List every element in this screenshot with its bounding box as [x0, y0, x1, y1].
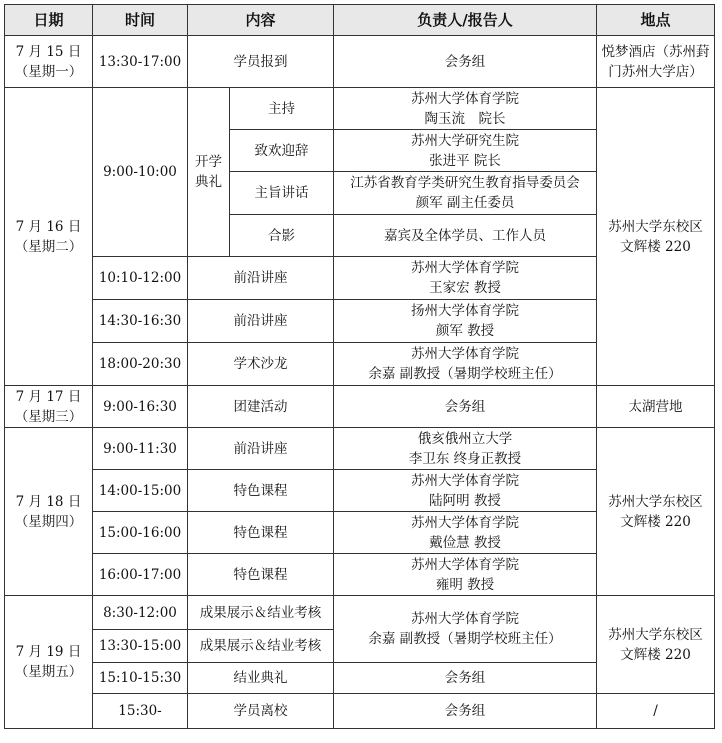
- date-cell: [5, 386, 93, 428]
- date-cell: [5, 428, 93, 596]
- weekday-label: （星期一）: [14, 63, 83, 80]
- location-cell: /: [597, 694, 715, 729]
- time-cell: 9:00-10:00: [93, 88, 188, 257]
- weekday-label: （星期五）: [14, 664, 83, 680]
- content-cell: 特色课程: [188, 470, 334, 512]
- time-cell: 13:30-15:00: [93, 630, 188, 663]
- person-cell: 扬州大学体育学院 颜军 教授: [334, 300, 597, 343]
- table-row: [5, 386, 715, 428]
- table-row: [5, 596, 715, 630]
- opening-item: 致欢迎辞: [230, 130, 334, 172]
- time-cell: 10:10-12:00: [93, 257, 188, 300]
- time-cell: 15:10-15:30: [93, 663, 188, 694]
- person-cell: 苏州大学体育学院 王家宏 教授: [334, 257, 597, 300]
- opening-item: 主持: [230, 88, 334, 130]
- content-cell: 成果展示＆结业考核: [188, 596, 334, 630]
- person-cell: 苏州大学体育学院 戴俭慧 教授: [334, 512, 597, 554]
- table-row: [5, 428, 715, 470]
- person-cell: 嘉宾及全体学员、工作人员: [334, 215, 597, 257]
- content-cell: 前沿讲座: [188, 428, 334, 470]
- person-cell: 俄亥俄州立大学 李卫东 终身正教授: [334, 428, 597, 470]
- date-cell: [5, 88, 93, 386]
- person-cell: 会务组: [334, 36, 597, 88]
- content-cell: 前沿讲座: [188, 257, 334, 300]
- person-cell: 苏州大学体育学院 余嘉 副教授（暑期学校班主任）: [334, 343, 597, 386]
- content-cell: 学员离校: [188, 694, 334, 729]
- person-cell: 会务组: [334, 386, 597, 428]
- person-cell: 会务组: [334, 694, 597, 729]
- table-row: [5, 694, 715, 729]
- person-cell: 苏州大学体育学院 雍明 教授: [334, 554, 597, 596]
- date-cell: [5, 596, 93, 729]
- date-label: 7 月 15 日: [15, 43, 82, 60]
- person-cell: 苏州大学体育学院 陆阿明 教授: [334, 470, 597, 512]
- weekday-label: （星期四）: [14, 513, 83, 530]
- time-cell: 15:00-16:00: [93, 512, 188, 554]
- location-cell: 苏州大学东校区 文辉楼 220: [597, 428, 715, 596]
- schedule-table: [4, 4, 715, 729]
- header-content: 内容: [188, 5, 334, 36]
- content-cell: 特色课程: [188, 512, 334, 554]
- time-cell: 14:00-15:00: [93, 470, 188, 512]
- content-cell: 成果展示＆结业考核: [188, 630, 334, 663]
- date-cell: [5, 36, 93, 88]
- header-person: 负责人/报告人: [334, 5, 597, 36]
- content-cell: 前沿讲座: [188, 300, 334, 343]
- date-label: 7 月 19 日: [15, 644, 82, 660]
- time-cell: 15:30-: [93, 694, 188, 729]
- person-cell: 苏州大学体育学院 余嘉 副教授（暑期学校班主任）: [334, 596, 597, 663]
- time-cell: 8:30-12:00: [93, 596, 188, 630]
- content-cell: 学术沙龙: [188, 343, 334, 386]
- header-row: [5, 5, 715, 36]
- time-cell: 9:00-11:30: [93, 428, 188, 470]
- location-cell: 苏州大学东校区 文辉楼 220: [597, 88, 715, 386]
- content-cell: 学员报到: [188, 36, 334, 88]
- location-cell: 悦梦酒店（苏州葑门苏州大学店）: [597, 36, 715, 88]
- opening-item: 主旨讲话: [230, 172, 334, 215]
- time-cell: 13:30-17:00: [93, 36, 188, 88]
- weekday-label: （星期二）: [14, 238, 83, 255]
- time-cell: 9:00-16:30: [93, 386, 188, 428]
- date-label: 7 月 18 日: [15, 493, 82, 510]
- content-cell: 团建活动: [188, 386, 334, 428]
- location-cell: 苏州大学东校区 文辉楼 220: [597, 596, 715, 694]
- table-row: [5, 88, 715, 130]
- weekday-label: （星期三）: [14, 408, 83, 425]
- header-time: 时间: [93, 5, 188, 36]
- table-row: [5, 36, 715, 88]
- header-date: 日期: [5, 5, 93, 36]
- location-cell: 太湖营地: [597, 386, 715, 428]
- time-cell: 18:00-20:30: [93, 343, 188, 386]
- opening-item: 合影: [230, 215, 334, 257]
- person-cell: 苏州大学体育学院 陶玉流 院长: [334, 88, 597, 130]
- header-location: 地点: [597, 5, 715, 36]
- content-cell: 特色课程: [188, 554, 334, 596]
- person-cell: 江苏省教育学类研究生教育指导委员会 颜军 副主任委员: [334, 172, 597, 215]
- person-cell: 会务组: [334, 663, 597, 694]
- content-cell: 结业典礼: [188, 663, 334, 694]
- person-cell: 苏州大学研究生院 张进平 院长: [334, 130, 597, 172]
- time-cell: 16:00-17:00: [93, 554, 188, 596]
- date-label: 7 月 17 日: [15, 388, 82, 405]
- date-label: 7 月 16 日: [15, 218, 82, 235]
- opening-ceremony-label: 开学 典礼: [188, 88, 230, 257]
- time-cell: 14:30-16:30: [93, 300, 188, 343]
